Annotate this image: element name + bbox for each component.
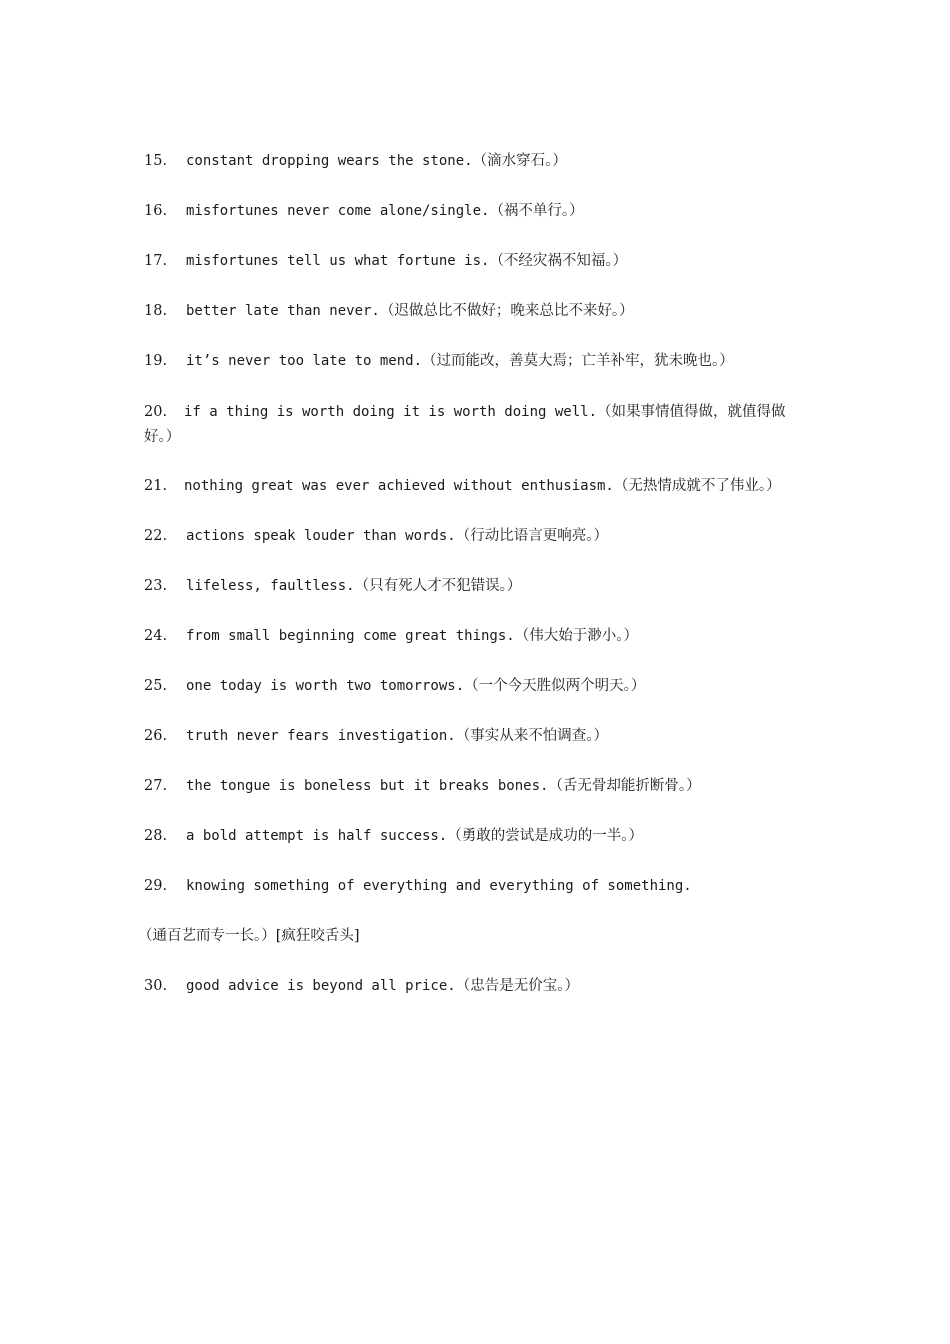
list-item [144,975,814,997]
item-english: actions speak louder than words. [186,528,456,544]
list-item [144,250,814,272]
item-chinese: （勇敢的尝试是成功的一半。） [447,828,644,844]
item-number: 22. [144,528,168,544]
item-number: 28. [144,828,168,844]
list-item [144,475,814,497]
list-item [144,575,814,597]
item-chinese: （一个今天胜似两个明天。） [464,678,646,694]
list-item [144,525,814,547]
item-english: good advice is beyond all price. [186,978,456,994]
item-chinese: （行动比语言更响亮。） [455,528,608,544]
item-number: 27. [144,778,168,794]
item-chinese: （舌无骨却能折断骨。） [548,778,701,794]
item-number: 21. [144,478,168,494]
item-chinese: （祸不单行。） [489,203,584,219]
item-number: 18. [144,303,168,319]
list-item [144,775,814,797]
item-number: 19. [144,353,168,369]
item-number: 30. [144,978,168,994]
item-number: 26. [144,728,168,744]
item-chinese: （滴水穿石。） [472,153,567,169]
item-english: if a thing is worth doing it is worth doing well. [184,404,598,420]
item-english: from small beginning come great things. [186,628,515,644]
item-number: 15. [144,153,168,169]
item-number: 23. [144,578,168,594]
list-item [144,300,814,322]
item-english: the tongue is boneless but it breaks bones. [186,778,549,794]
item-english: truth never fears investigation. [186,728,456,744]
list-item [144,675,814,697]
list-item [144,625,814,647]
item-chinese: （如果事情值得做，就值得做好。） [144,404,786,445]
item-chinese: （忠告是无价宝。） [455,978,579,994]
list-item [144,350,814,372]
item-number: 20. [144,404,168,420]
item-chinese: （不经灾祸不知福。） [489,253,628,269]
item-english: a bold attempt is half success. [186,828,448,844]
item-english: misfortunes tell us what fortune is. [186,253,490,269]
item-english: it’s never too late to mend. [186,353,423,369]
item-english: better late than never. [186,303,380,319]
item-number: 17. [144,253,168,269]
list-item [144,825,814,847]
item-english: misfortunes never come alone/single. [186,203,490,219]
item-chinese: （只有死人才不犯错误。） [354,578,522,594]
list-item [144,400,814,450]
item-number: 24. [144,628,168,644]
list-item [144,200,814,222]
item-english: constant dropping wears the stone. [186,153,473,169]
item-number: 29. [144,878,168,894]
item-number: 16. [144,203,168,219]
item-chinese: （伟大始于渺小。） [514,628,638,644]
list-item-continuation [138,925,814,947]
item-english: one today is worth two tomorrows. [186,678,465,694]
item-chinese: （通百艺而专一长。）[疯狂咬舌头] [138,928,360,944]
item-number: 25. [144,678,168,694]
item-chinese: （过而能改，善莫大焉；亡羊补牢，犹未晚也。） [422,353,734,369]
proverb-list [138,150,814,1025]
item-chinese: （迟做总比不做好；晚来总比不来好。） [379,303,634,319]
item-chinese: （无热情成就不了伟业。） [613,478,781,494]
list-item [144,725,814,747]
item-english: knowing something of everything and everything of something. [186,878,692,894]
list-item [144,150,814,172]
item-english: nothing great was ever achieved without enthusiasm. [184,478,614,494]
item-chinese: （事实从来不怕调查。） [455,728,608,744]
list-item [144,875,814,897]
item-english: lifeless, faultless. [186,578,355,594]
